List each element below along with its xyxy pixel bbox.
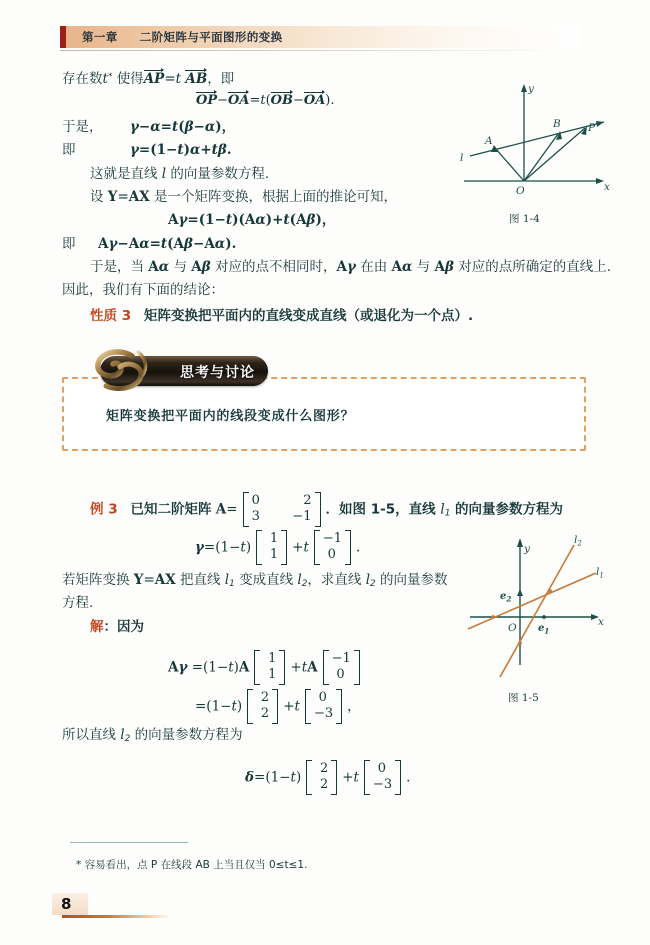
page-number-block [52, 893, 172, 919]
final-equation: δ=(1−t) 2 2 +t 0 −3 . [245, 760, 410, 795]
body-line-5: 设 Y=AX 是一个矩阵变换，根据上面的推论可知， [90, 189, 397, 205]
body-line-2-label [62, 120, 103, 134]
figure-1-5-diagram [462, 525, 612, 680]
header-chapter-title: 二阶矩阵与平面图形的变换 [139, 30, 283, 44]
fig1-label-O: O [516, 185, 525, 197]
equation-5: Aγ−Aα=t(Aβ−Aα). [98, 236, 237, 252]
equation-1: OP−OA=t(OB−OA). [196, 93, 335, 108]
header-divider [60, 50, 580, 51]
body-line-6-label [62, 237, 76, 251]
vector-0-neg3-final: 0 −3 [359, 760, 406, 795]
vector-neg1-0: −1 0 [309, 530, 356, 565]
discussion-question: 矩阵变换把平面内的线段变成什么图形？ [106, 409, 355, 424]
body-line-1-text: 存在数 [62, 71, 103, 87]
example-3-intro: 例 3 已知二阶矩阵 A= 0 2 3 −1 ．如图 1-5，直线 $l_1$ 的向量参数方程为 [90, 492, 563, 527]
solution-label: 解 [90, 619, 104, 635]
body-line-8: 因此，我们有下面的结论： [62, 282, 224, 298]
footnote-marker-ref: * [107, 72, 113, 82]
swirl-icon [86, 346, 156, 394]
fig2-label-x: x [598, 616, 604, 628]
solution-header [90, 620, 144, 634]
vector-0-neg3: 0 −3 [300, 689, 347, 724]
vector-1-1: 1 1 [251, 530, 292, 565]
solution-conclusion: 所以直线 $l_2$ 的向量参数方程为 [62, 727, 243, 745]
body-line-1-end: ，即 [207, 71, 235, 87]
footnote-text: 容易看出，点 P 在线段 AB 上当且仅当 0≤t≤1. [84, 859, 308, 871]
body-line-4: 这就是直线 l 的向量参数方程. [90, 166, 270, 182]
fig1-label-B: B [553, 118, 561, 130]
property-label: 性质 3 [90, 308, 132, 324]
header-chapter: 第一章 [82, 30, 118, 44]
label-ji-1: 即 [62, 142, 76, 158]
fig1-label-A: A [485, 135, 493, 147]
fig1-label-l: l [460, 152, 464, 164]
example-intro-a: 已知二阶矩阵 [130, 501, 212, 518]
vector-neg1-0-step1: −1 0 [318, 650, 365, 685]
discussion-badge [100, 356, 268, 386]
footnote-divider [70, 842, 188, 843]
fig2-label-O: O [508, 622, 517, 634]
figure-1-5-caption: 图 1-5 [508, 692, 539, 704]
discussion-badge-label: 思考与讨论 [180, 365, 255, 381]
fig1-label-P: P [588, 122, 596, 134]
footnote [76, 857, 307, 872]
figure-1-4-caption: 图 1-4 [509, 213, 540, 225]
vector-ab: AB [185, 71, 208, 87]
example-label: 例 3 [90, 501, 118, 518]
figure-1-4-diagram [452, 78, 612, 203]
footnote-marker: * [76, 859, 82, 871]
fig2-label-l1: $l_1$ [596, 566, 604, 580]
label-ji-2: 即 [62, 236, 76, 252]
scalar-t: t [175, 71, 182, 87]
example-question-line-1: 若矩阵变换 Y=AX 把直线 $l_1$ 变成直线 $l_2$，求直线 $l_2$ 的向量参数 [62, 572, 448, 590]
body-line-1-mid: 使得 [116, 71, 144, 87]
solution-step-2: =(1−t) 2 2 +t 0 −3 ， [195, 689, 361, 724]
vector-1-1-step1: 1 1 [249, 650, 290, 685]
equation-2: γ−α=t(β−α)， [130, 119, 236, 135]
page-header [60, 26, 580, 48]
equation-4: Aγ=(1−t)(Aα)+t(Aβ)， [168, 212, 336, 228]
page-number-rule [62, 915, 172, 918]
variable-t: t [102, 71, 108, 87]
vector-2-2: 2 2 [242, 689, 283, 724]
page-number: 8 [61, 895, 72, 913]
fig2-label-y: y [524, 543, 530, 555]
example-question-line-2: 方程. [62, 595, 94, 611]
fig2-label-l2: $l_2$ [574, 534, 582, 548]
fig2-label-e2: $e_2$ [500, 591, 512, 604]
property-text: 矩阵变换把平面内的直线变成直线（或退化为一个点）. [143, 308, 474, 324]
property-statement [90, 309, 473, 323]
fig1-label-x: x [604, 181, 610, 193]
vector-2-2-final: 2 2 [301, 760, 342, 795]
label-yushi: 于是， [62, 119, 103, 135]
solution-step-1: Aγ =(1−t)A 1 1 +tA −1 0 [168, 650, 365, 685]
fig1-label-y: y [528, 83, 534, 95]
equation-gamma: γ=(1−t) 1 1 +t −1 0 . [195, 530, 360, 565]
body-line-3-label [62, 143, 76, 157]
vector-ap: AP [143, 71, 165, 87]
body-line-1: 存在数t* 使得AP=t AB，即 [62, 71, 235, 87]
matrix-A: 0 2 3 −1 [238, 492, 326, 527]
fig2-label-e1: $e_1$ [538, 623, 550, 636]
body-line-7: 于是，当 Aα 与 Aβ 对应的点不相同时，Aγ 在由 Aα 与 Aβ 对应的点所确定的直线上. [90, 259, 612, 275]
header-title [82, 29, 283, 45]
equation-3: γ=(1−t)α+tβ. [130, 142, 232, 158]
solution-because: ：因为 [103, 619, 144, 635]
